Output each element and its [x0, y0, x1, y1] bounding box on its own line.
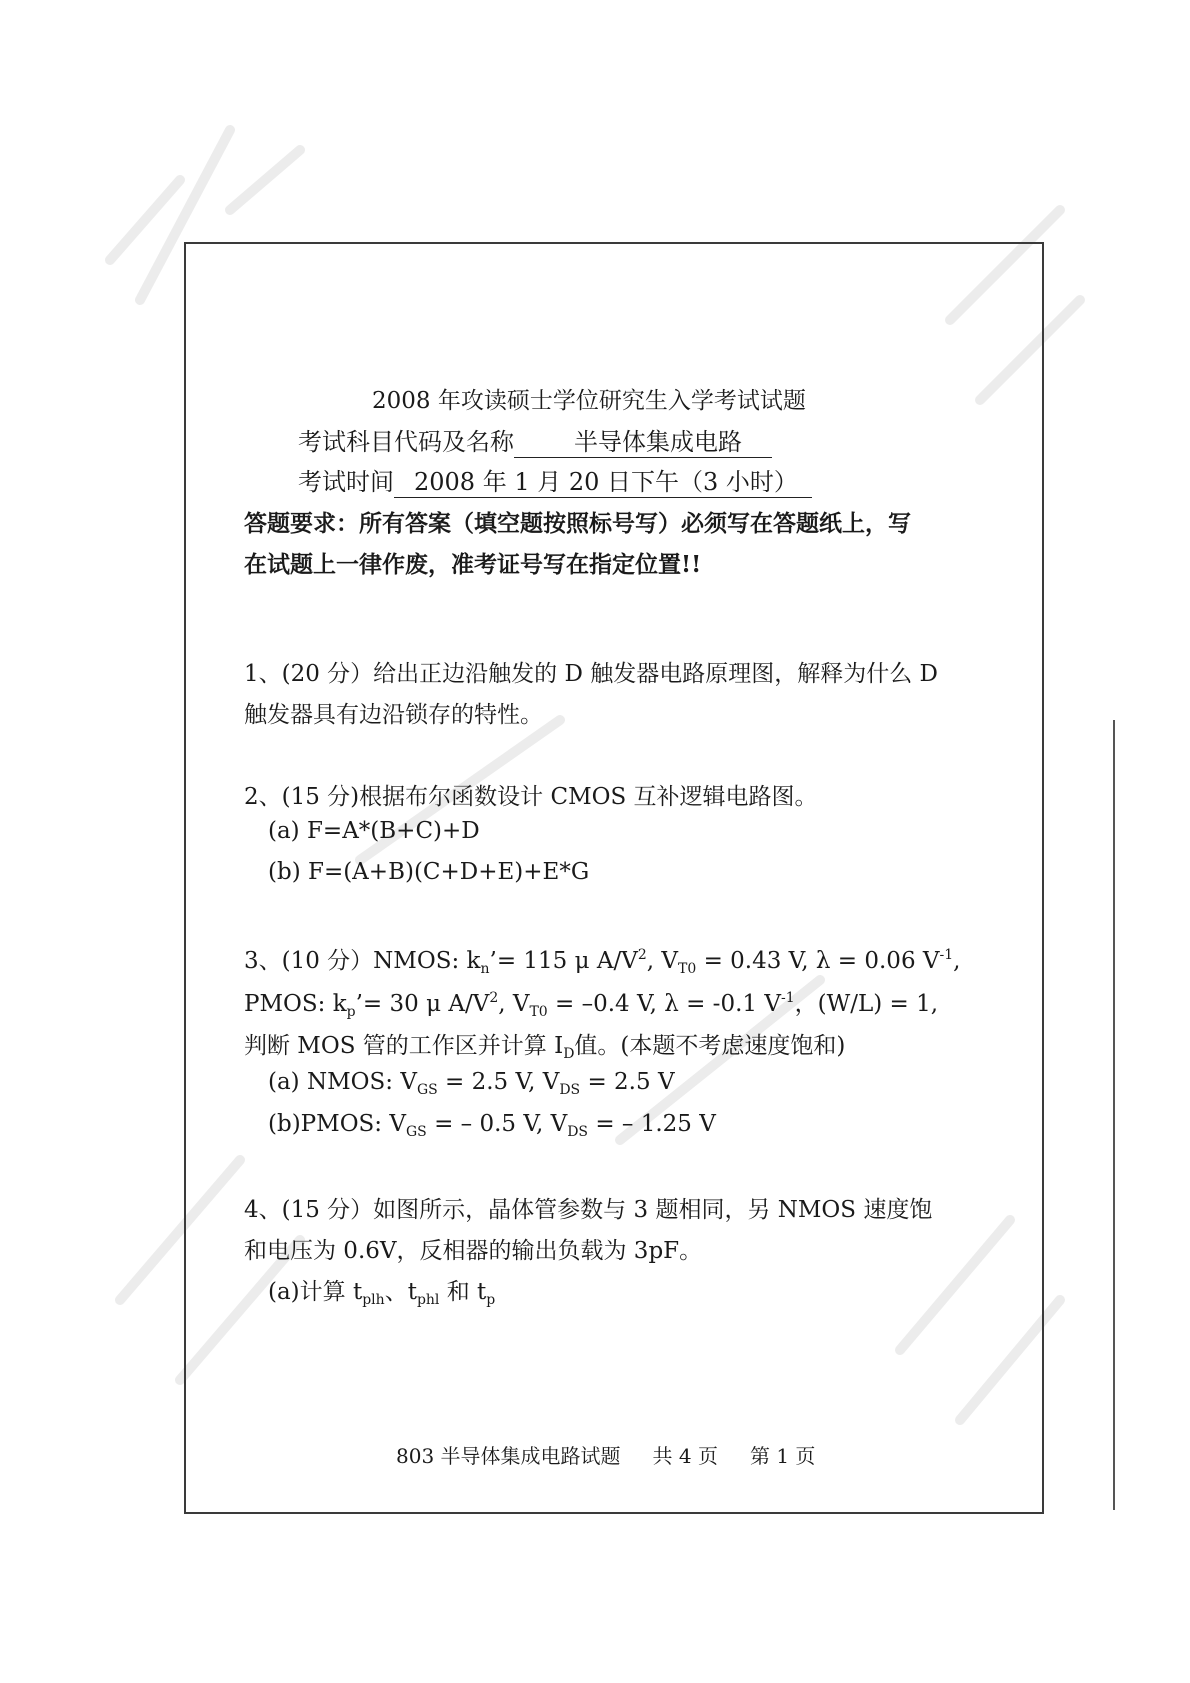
- question-4-line-1: 4、(15 分）如图所示，晶体管参数与 3 题相同，另 NMOS 速度饱: [244, 1197, 933, 1223]
- question-4-line-2: 和电压为 0.6V，反相器的输出负载为 3pF。: [244, 1238, 703, 1264]
- question-3-part-b: (b)PMOS: $V_{GS}$ = – 0.5 V, $V_{DS}$ = – 1.25 V: [268, 1111, 716, 1140]
- time-value: 2008 年 1 月 20 日下午（3 小时）: [394, 469, 812, 498]
- question-1-line-2: 触发器具有边沿锁存的特性。: [244, 702, 543, 728]
- time-label: 考试时间: [298, 468, 394, 496]
- footer-page: 第 1 页: [749, 1444, 816, 1468]
- time-line: [298, 462, 812, 498]
- page-edge-line: [1113, 720, 1115, 1510]
- subject-value: 半导体集成电路: [514, 429, 772, 458]
- question-3-nmos-params: 3、(10 分）NMOS: $k_n’= 115$ μ $A/V^2$, $V_{T0} = 0.43$ V, λ = 0.06 $V^{-1}$,: [244, 947, 961, 977]
- exam-title: 2008 年攻读硕士学位研究生入学考试试题: [372, 388, 806, 414]
- requirement-line-1: 答题要求：所有答案（填空题按照标号写）必须写在答题纸上，写: [244, 510, 911, 537]
- question-3-part-a: (a) NMOS: $V_{GS} = 2.5$ V, $V_{DS} = 2.5$ V: [268, 1069, 675, 1098]
- requirement-line-2: 在试题上一律作废，准考证号写在指定位置!!: [244, 551, 702, 578]
- footer-total: 共 4 页: [652, 1444, 718, 1468]
- question-2-part-a: (a) F=A*(B+C)+D: [268, 818, 480, 844]
- footer-text: 803 半导体集成电路试题: [396, 1444, 621, 1468]
- question-2-part-b: (b) F=(A+B)(C+D+E)+E*G: [268, 859, 590, 885]
- question-3-instruction: 判断 MOS 管的工作区并计算 $I_D$值。(本题不考虑速度饱和): [244, 1033, 846, 1062]
- question-3-pmos-params: PMOS: $k_p’= 30$ μ $A/V^2$, $V_{T0} = -0.4$ V, λ = -0.1 $V^{-1}$，(W/L) = 1,: [244, 990, 939, 1020]
- question-2-line-1: 2、(15 分)根据布尔函数设计 CMOS 互补逻辑电路图。: [244, 784, 818, 810]
- question-1-line-1: 1、(20 分）给出正边沿触发的 D 触发器电路原理图，解释为什么 D: [244, 661, 938, 687]
- question-4-part-a: (a)计算 $t_{plh}$、$t_{phl}$ 和 $t_p$: [268, 1279, 496, 1308]
- page-footer: [396, 1440, 815, 1469]
- subject-line: [298, 422, 772, 458]
- subject-label: 考试科目代码及名称: [298, 428, 514, 456]
